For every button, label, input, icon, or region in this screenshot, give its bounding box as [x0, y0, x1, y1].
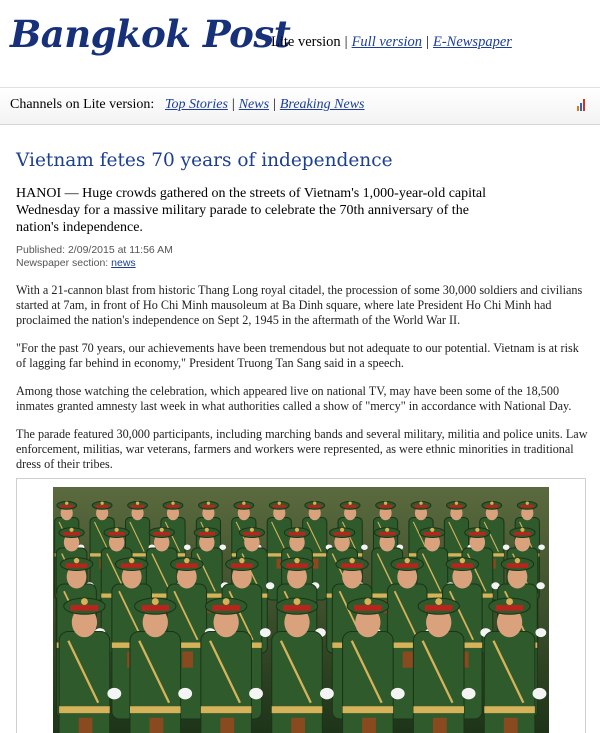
- published-line: [16, 244, 590, 257]
- bangkok-post-logo[interactable]: Bangkok Post: [10, 12, 290, 56]
- section-label: Newspaper section:: [16, 257, 108, 269]
- channel-separator: |: [273, 97, 276, 112]
- channels-bar: [0, 87, 600, 125]
- site-header: [0, 0, 600, 76]
- nav-separator: |: [426, 34, 429, 50]
- article-meta: [16, 244, 590, 270]
- article-paragraph: With a 21-cannon blast from historic Thang Long royal citadel, the procession of some 30,000 soldiers and civilians started at 7am, in front of Ho Chi Minh mausoleum at Ba Dinh square, where late President Ho Chi Minh had proclaimed the nation's independence on Sept 2, 1945 in the aftermath of the World War II.: [16, 283, 590, 328]
- photo-frame: [16, 478, 586, 733]
- channel-breaking-news-link[interactable]: Breaking News: [280, 97, 365, 112]
- channel-links: [165, 97, 365, 113]
- published-date: 2/09/2015 at 11:56 AM: [68, 244, 173, 256]
- lite-version-label: Lite version: [271, 34, 341, 50]
- section-news-link[interactable]: news: [111, 257, 136, 269]
- article-title: Vietnam fetes 70 years of independence: [16, 150, 590, 171]
- article: [16, 150, 590, 500]
- parade-photo: [53, 487, 549, 733]
- article-paragraph: "For the past 70 years, our achievements have been tremendous but not adequate to our potential. Vietnam is at risk of lagging far behind in economy," President Truong Tan Sang said in a speech.: [16, 341, 590, 371]
- parade-soldiers-illustration: [53, 487, 549, 733]
- article-paragraph: The parade featured 30,000 participants, including marching bands and several military, militia and police units. Law enforcement, militias, war veterans, farmers and workers were represented, as were ethnic minorities in traditional dress of their tribes.: [16, 427, 590, 472]
- e-newspaper-link[interactable]: E-Newspaper: [433, 34, 512, 50]
- nav-separator: |: [345, 34, 348, 50]
- channels-label: Channels on Lite version:: [10, 97, 154, 113]
- channel-separator: |: [232, 97, 235, 112]
- rss-bars-icon[interactable]: [577, 99, 587, 111]
- article-paragraph: Among those watching the celebration, which appeared live on national TV, may have been some of the 18,500 inmates granted amnesty last week in what authorities called a show of "mercy" in accordance with National Day.: [16, 384, 590, 414]
- section-line: [16, 257, 590, 270]
- full-version-link[interactable]: Full version: [352, 34, 422, 50]
- channel-news-link[interactable]: News: [239, 97, 269, 112]
- channel-top-stories-link[interactable]: Top Stories: [165, 97, 228, 112]
- top-nav: [271, 34, 512, 51]
- article-lede: HANOI — Huge crowds gathered on the streets of Vietnam's 1,000-year-old capital Wednesday for a massive military parade to celebrate the 70th anniversary of the nation's independence.: [16, 185, 496, 236]
- published-label: Published:: [16, 244, 65, 256]
